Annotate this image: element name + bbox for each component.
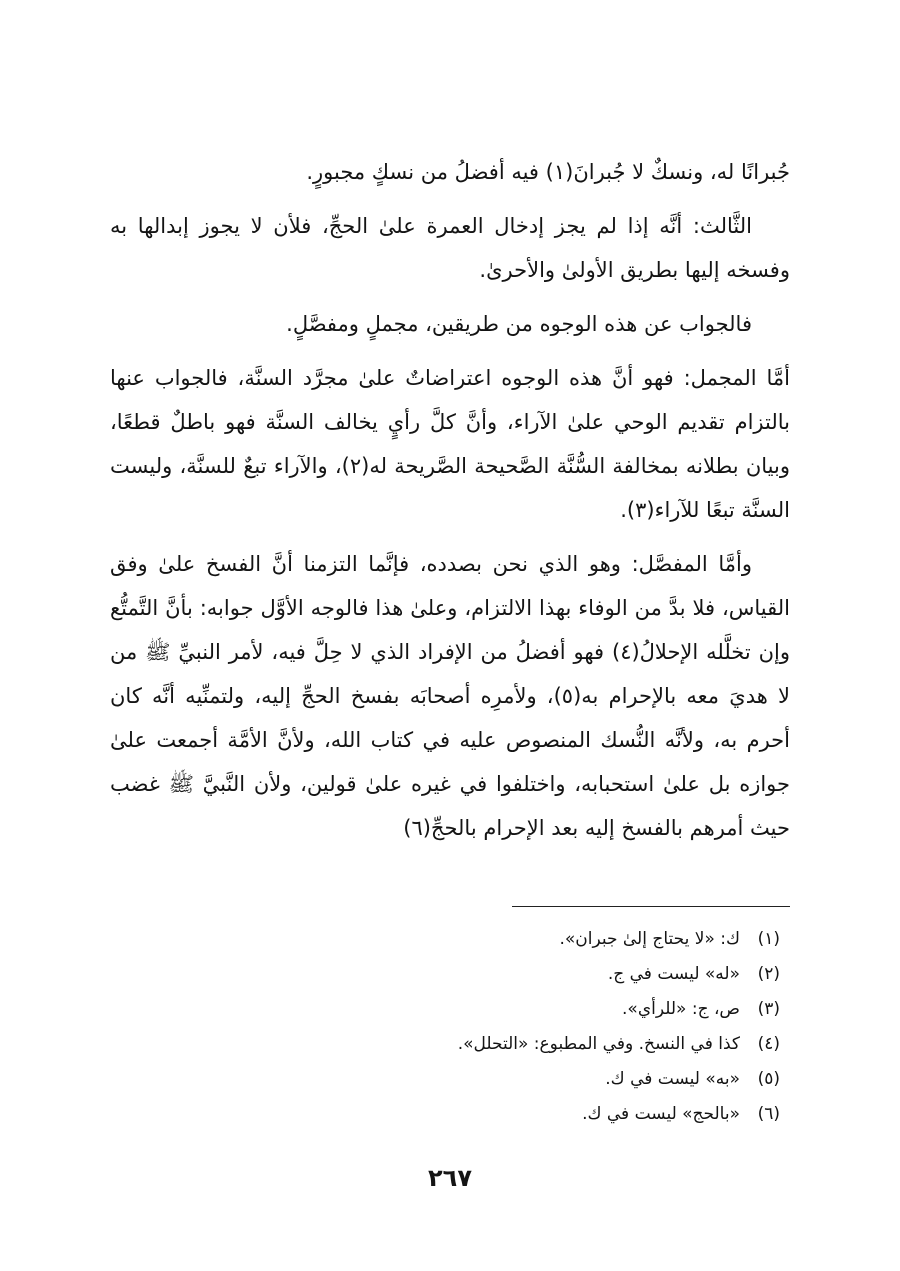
footnote-text: «به» ليست في ك.	[605, 1069, 740, 1089]
footnote-3	[110, 992, 780, 1027]
main-text	[110, 150, 790, 860]
footnote-number: (٢)	[757, 964, 780, 984]
footnote-number: (١)	[757, 929, 780, 949]
footnote-2	[110, 957, 780, 992]
footnote-number: (٤)	[757, 1034, 780, 1054]
footnote-number: (٣)	[757, 999, 780, 1019]
footnote-separator	[512, 906, 790, 907]
paragraph-1: جُبرانًا له، ونسكٌ لا جُبرانَ(١) فيه أفضلُ من نسكٍ مجبورٍ.	[306, 160, 790, 184]
footnote-1	[110, 922, 780, 957]
page-number: ٢٦٧	[428, 1164, 472, 1192]
paragraph-5: وأمَّا المفصَّل: وهو الذي نحن بصدده، فإنَّما التزمنا أنَّ الفسخ علىٰ وفق القياس، فلا بدَّ من الوفاء بهذا الالتزام، وعلىٰ هذا فالوجه الأوَّل جوابه: بأنَّ التَّمتُّع وإن تخلَّله الإحلالُ(٤) فهو أفضلُ من الإفراد الذي لا حِلَّ فيه، لأمر النبيِّ ﷺ من لا هديَ معه بالإحرام به(٥)، ولأمرِه أصحابَه بفسخ الحجِّ إليه، ولتمنِّيه أنَّه كان أحرم به، ولأنَّه النُّسك المنصوص عليه في كتاب الله، ولأنَّ الأمَّة أجمعت علىٰ جوازه بل علىٰ استحبابه، واختلفوا في غيره علىٰ قولين، ولأن النَّبيَّ ﷺ غضب حيث أمرهم بالفسخ إليه بعد الإحرام بالحجِّ(٦)	[110, 552, 791, 840]
paragraph-4: أمَّا المجمل: فهو أنَّ هذه الوجوه اعتراضاتٌ علىٰ مجرَّد السنَّة، فالجواب عنها بالتزام تقديم الوحي علىٰ الآراء، وأنَّ كلَّ رأيٍ يخالف السنَّة فهو باطلٌ قطعًا، وبيان بطلانه بمخالفة السُّنَّة الصَّحيحة الصَّريحة له(٢)، والآراء تبعٌ للسنَّة، وليست السنَّة تبعًا للآراء(٣).	[110, 366, 791, 522]
footnote-text: «له» ليست في ج.	[607, 964, 740, 984]
footnote-4	[110, 1027, 780, 1062]
footnote-text: ص، ج: «للرأي».	[622, 999, 740, 1019]
footnote-text: كذا في النسخ. وفي المطبوع: «التحلل».	[457, 1034, 740, 1054]
footnote-number: (٥)	[757, 1069, 780, 1089]
footnotes-list	[110, 922, 780, 1132]
footnote-6	[110, 1097, 780, 1132]
footnote-text: «بالحج» ليست في ك.	[582, 1104, 740, 1124]
footnote-5	[110, 1062, 780, 1097]
footnote-number: (٦)	[757, 1104, 780, 1124]
paragraph-3: فالجواب عن هذه الوجوه من طريقين، مجملٍ ومفصَّلٍ.	[286, 312, 752, 336]
paragraph-2: الثَّالث: أنَّه إذا لم يجز إدخال العمرة علىٰ الحجِّ، فلأن لا يجوز إبدالها به وفسخه إليها بطريق الأولىٰ والأحرىٰ.	[110, 214, 790, 282]
footnote-text: ك: «لا يحتاج إلىٰ جبران».	[559, 929, 740, 949]
